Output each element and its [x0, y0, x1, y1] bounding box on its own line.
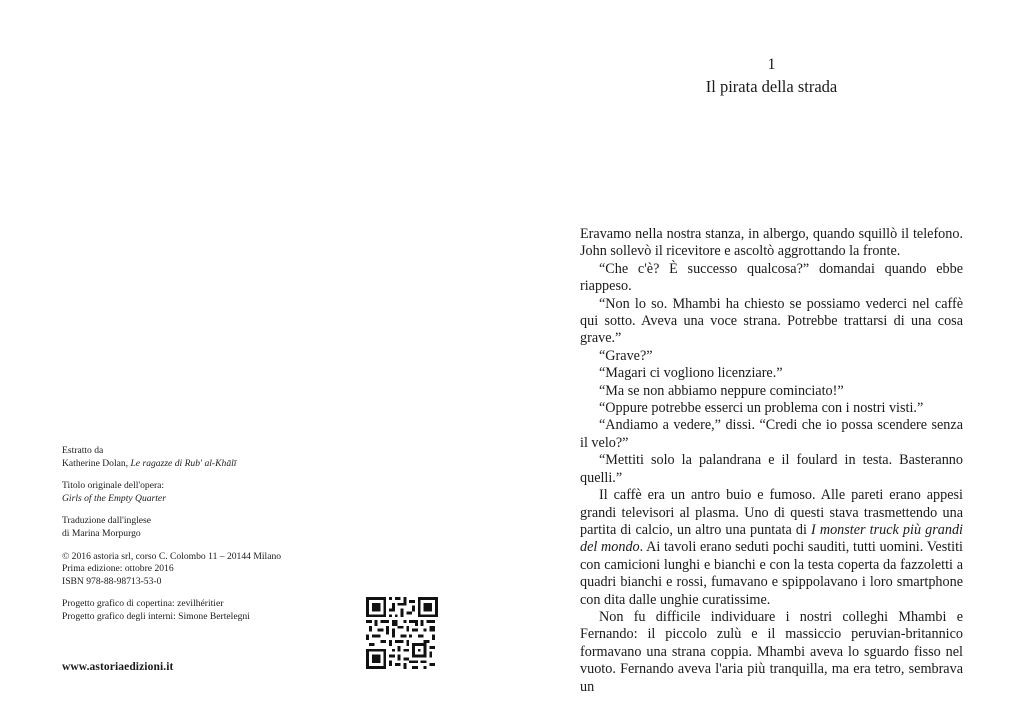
chapter-body [580, 226, 963, 696]
tv-show-title: I monster truck più grandi del mondo [580, 521, 963, 556]
translator: di Marina Morpurgo [62, 527, 141, 539]
translation-label: Traduzione dall'inglese [62, 515, 152, 527]
edition: Prima edizione: ottobre 2016 [62, 563, 174, 575]
paragraph: Non fu difficile individuare i nostri colleghi Mhambi e Fernando: il piccolo zulù e il massiccio peruvian-britannico formavano una strana coppia. Mhambi aveva lo sguardo fisso nel vuoto. Fernando aveva l'aria più tranquilla, ma era tetro, sembrava un [580, 608, 963, 695]
design-block [62, 598, 362, 623]
paragraph: “Che c'è? È successo qualcosa?” domandai quando ebbe riappeso. [580, 260, 963, 295]
paragraph: “Ma se non abbiamo neppure cominciato!” [599, 382, 844, 399]
extract-label: Estratto da [62, 445, 104, 456]
qr-code[interactable] [366, 597, 438, 669]
paragraph: “Non lo so. Mhambi ha chiesto se possiamo vederci nel caffè qui sotto. Aveva una voce strana. Potrebbe trattarsi di una cosa grave.” [580, 295, 963, 347]
original-title-block [62, 480, 362, 505]
original-title-label: Titolo originale dell'opera: [62, 480, 165, 492]
paragraph: Eravamo nella nostra stanza, in albergo, quando squillò il telefono. John sollevò il ricevitore e ascoltò aggrottando la fronte. [580, 226, 963, 260]
paragraph: “Oppure potrebbe esserci un problema con i nostri visti.” [599, 400, 924, 417]
book-title-it: Le ragazze di Rub' al-Khālī [130, 457, 237, 469]
publication-block [62, 551, 362, 589]
author-book-line [62, 458, 362, 471]
copyright: © 2016 astoria srl, corso C. Colombo 11 – 20144 Milano [62, 550, 282, 562]
chapter-number: 1 [767, 56, 776, 73]
interior-design: Progetto grafico degli interni: Simone Bertelegni [62, 610, 250, 622]
paragraph: Il caffè era un antro buio e fumoso. Alle pareti erano appesi grandi televisori al plasma. Uno di questi stava trasmettendo una partita di calcio, un altro una puntata di I monster truck più grandi del mondo. Ai tavoli erano seduti pochi sauditi, tutti uomini. Vestiti con camicioni lunghi e bianchi e con la testa coperta da fazzoletti a quadri bianchi e rossi, fumavano e spippolavano i loro smartphone con dita dalle unghie curatissime. [580, 487, 963, 608]
chapter-title: Il pirata della strada [705, 77, 838, 96]
publisher-website[interactable]: www.astoriaedizioni.it [62, 661, 174, 673]
paragraph: “Grave?” [599, 347, 653, 364]
cover-design: Progetto grafico di copertina: zevilhéritier [62, 598, 224, 610]
paragraph: “Andiamo a vedere,” dissi. “Credi che io possa scendere senza il velo?” [580, 417, 963, 451]
extract-block [62, 445, 362, 470]
colophon [62, 445, 362, 634]
translation-block [62, 515, 362, 540]
paragraph: “Mettiti solo la palandrana e il foulard in testa. Basteranno quelli.” [580, 452, 963, 486]
isbn: ISBN 978-88-98713-53-0 [62, 575, 162, 587]
original-title: Girls of the Empty Quarter [62, 492, 166, 504]
author-name: Katherine Dolan, [62, 457, 131, 469]
paragraph: “Magari ci vogliono licenziare.” [599, 365, 783, 382]
